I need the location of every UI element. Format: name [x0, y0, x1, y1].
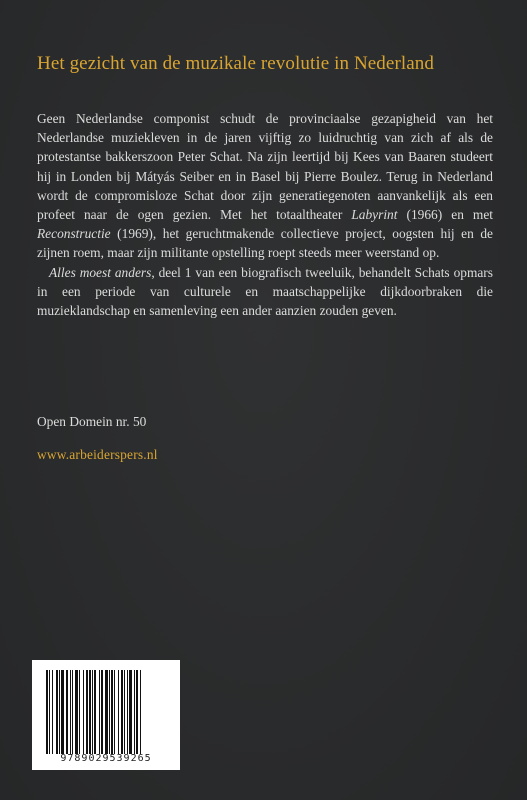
barcode-bar [114, 670, 115, 754]
blurb-paragraph-2 [37, 263, 493, 321]
barcode-bar [83, 670, 84, 754]
barcode-bar [111, 670, 113, 754]
barcode-bar [86, 670, 88, 754]
blurb-text-segment: (1969), het geruchtmakende collectieve project, oogsten hij en de zijnen roem, maar zijn militante opstelling roept steeds meer weerstand op. [37, 226, 493, 261]
barcode-bar [92, 670, 93, 754]
barcode-bar [49, 670, 50, 754]
barcode-bar [46, 670, 48, 754]
barcode-bar [124, 670, 125, 754]
barcode-bar [127, 670, 128, 754]
barcode-bar [101, 670, 103, 754]
barcode-bar [105, 670, 108, 754]
barcode-bar [129, 670, 132, 754]
barcode-bar [70, 670, 71, 754]
barcode-bar [109, 670, 110, 754]
blurb-text-segment: , deel 1 van een biografisch tweeluik, behandelt Schats opmars in een periode van culturele en maatschappelijke dijkdoorbraken die muzieklandschap en samenleving een ander aanzien zouden geven. [37, 264, 493, 319]
book-title: Alles moest anders [49, 264, 152, 280]
barcode-bar [99, 670, 100, 754]
barcode-bar [140, 670, 141, 754]
barcode-bar [52, 670, 53, 754]
barcode-bar [121, 670, 123, 754]
blurb-text-segment: Geen Nederlandse componist schudt de provinciaalse gezapigheid van het Nederlandse muziekleven in de jaren vijftig zo luidruchtig van zich af als de protestantse bakkerszoon Peter Schat. Na zijn leertijd bij Kees van Baaren studeert hij in Londen bij Mátyás Seiber en in Basel bij Pierre Boulez. Terug in Nederland wordt de compromisloze Schat door zijn generatiegenoten aanvankelijk als een profeet naar de ogen gezien. Met het totaaltheater [37, 111, 493, 223]
barcode-bar [94, 670, 96, 754]
barcode-bar [134, 670, 135, 754]
publisher-website-link[interactable]: www.arbeiderspers.nl [37, 447, 158, 462]
barcode-bar [66, 670, 68, 754]
barcode-bar [118, 670, 119, 754]
work-title-reconstructie: Reconstructie [37, 226, 111, 242]
cover-headline: Het gezicht van de muzikale revolutie in Nederland [37, 53, 434, 74]
barcode-icon [44, 670, 168, 754]
barcode-bar [89, 670, 91, 754]
barcode-bar [79, 670, 80, 754]
barcode-bar [61, 670, 64, 754]
barcode-label [32, 660, 180, 770]
barcode-bar [72, 670, 73, 754]
work-title-labyrint: Labyrint [351, 207, 398, 223]
blurb-text-segment: (1966) en met [397, 207, 494, 223]
blurb-text [37, 109, 493, 320]
barcode-bar [56, 670, 58, 754]
barcode-bar [75, 670, 78, 754]
barcode-bar [59, 670, 60, 754]
barcode-bar [136, 670, 138, 754]
isbn-number: 9789029539265 [60, 753, 152, 764]
series-label: Open Domein nr. 50 [37, 414, 147, 429]
blurb-paragraph-1 [37, 109, 493, 263]
